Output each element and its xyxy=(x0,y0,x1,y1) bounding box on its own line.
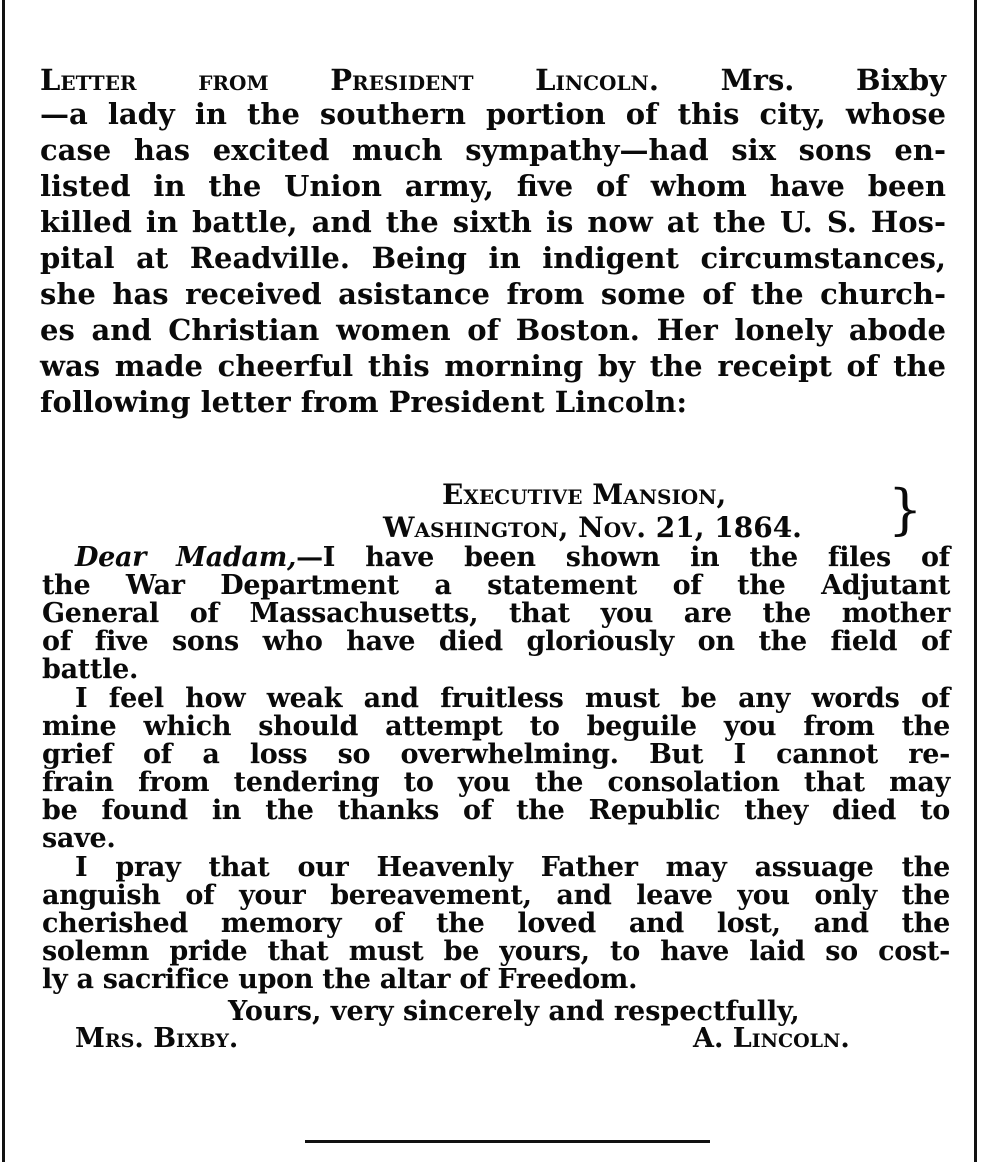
letter-line: save. xyxy=(42,823,116,854)
signature: A. Lincoln. xyxy=(693,1023,850,1054)
intro-line: pital at Readville. Being in indigent circumstances, xyxy=(40,241,946,275)
intro-line: Letter from President Lincoln. Mrs. Bixby xyxy=(40,63,946,97)
dateline-date: Washington, Nov. 21, 1864. xyxy=(383,511,802,544)
letter-line: General of Massachusetts, that you are the mother xyxy=(42,598,950,629)
end-rule xyxy=(305,1140,710,1143)
headline: Letter from President Lincoln. xyxy=(40,63,659,97)
dateline-place: Executive Mansion, xyxy=(442,478,727,511)
letter-line: mine which should attempt to beguile you from the xyxy=(42,711,950,742)
letter-line: grief of a loss so overwhelming. But I cannot re- xyxy=(42,739,950,770)
letter-line: battle. xyxy=(42,654,139,685)
addressee: Mrs. Bixby. xyxy=(75,1023,239,1054)
letter-line: ly a sacrifice upon the altar of Freedom. xyxy=(42,964,638,995)
letter-line: frain from tendering to you the consolation that may xyxy=(42,767,950,798)
letter-line: anguish of your bereavement, and leave you only the xyxy=(42,880,950,911)
letter-line: Dear Madam,—I have been shown in the files of xyxy=(75,542,950,573)
closing: Yours, very sincerely and respectfully, xyxy=(228,996,800,1027)
brace-icon: } xyxy=(888,478,923,541)
intro-line: listed in the Union army, five of whom have been xyxy=(40,169,946,203)
intro-line: was made cheerful this morning by the receipt of the xyxy=(40,349,946,383)
salutation: Dear Madam, xyxy=(75,542,297,573)
column-rule-right xyxy=(974,0,977,1162)
intro-line: —a lady in the southern portion of this city, whose xyxy=(40,97,946,131)
letter-line: I pray that our Heavenly Father may assuage the xyxy=(75,852,950,883)
intro-line: killed in battle, and the sixth is now at the U. S. Hos- xyxy=(40,205,946,239)
intro-line: she has received asistance from some of the church- xyxy=(40,277,946,311)
intro-line: case has excited much sympathy—had six sons en- xyxy=(40,133,946,167)
letter-line: be found in the thanks of the Republic they died to xyxy=(42,795,950,826)
intro-line: following letter from President Lincoln: xyxy=(40,385,688,419)
letter-line: I feel how weak and fruitless must be any words of xyxy=(75,683,950,714)
letter-line: of five sons who have died gloriously on the field of xyxy=(42,626,950,657)
intro-line: es and Christian women of Boston. Her lonely abode xyxy=(40,313,946,347)
column-rule-left xyxy=(2,0,5,1162)
letter-line: solemn pride that must be yours, to have laid so cost- xyxy=(42,936,950,967)
letter-line: the War Department a statement of the Adjutant xyxy=(42,570,950,601)
letter-line: cherished memory of the loved and lost, and the xyxy=(42,908,950,939)
